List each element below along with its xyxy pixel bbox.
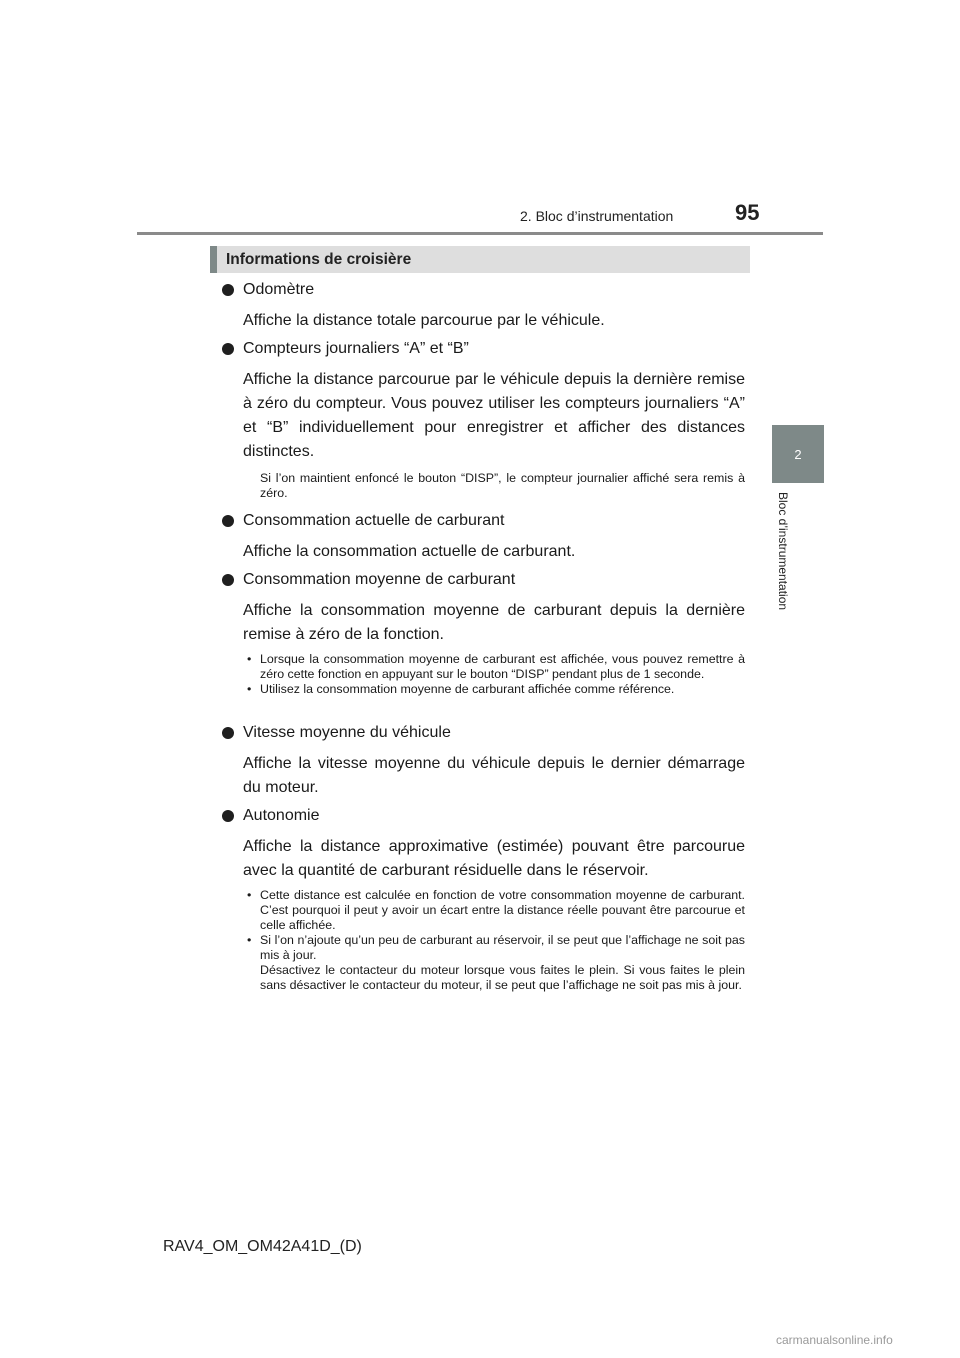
page-number: 95 [735,200,760,225]
bullet-dot-icon [222,515,234,527]
item-note [246,933,745,993]
chapter-title: 2. Bloc d’instrumentation [520,208,674,224]
item-note-continuation: Désactivez le contacteur du moteur lorsque vous faites le plein. Si vous faites le plein sans désactiver le contacteur du moteur, il se peut que l’affichage ne soit pas mis à jour. [260,963,745,992]
side-tab [772,425,824,483]
watermark: carmanualsonline.info [776,1333,893,1347]
bullet-dot-icon [222,810,234,822]
list-item [222,805,745,993]
item-title [222,569,745,591]
item-note: • Utilisez la consommation moyenne de carburant affichée comme référence. [246,682,745,697]
item-title-text: Autonomie [243,807,320,824]
item-title [222,805,745,827]
item-title-text: Compteurs journaliers “A” et “B” [243,340,469,357]
header-rule [137,232,823,235]
item-title-text: Consommation actuelle de carburant [243,512,505,529]
item-notes [246,888,745,993]
item-title [222,722,745,744]
section-header [210,246,750,273]
item-note: • Cette distance est calculée en fonction de votre consommation moyenne de carburant. C’est pourquoi il peut y avoir un écart entre la distance réelle pouvant être parcourue et celle affichée. [246,888,745,933]
item-title-text: Consommation moyenne de carburant [243,571,516,588]
item-note-text: Si l’on n’ajoute qu’un peu de carburant au réservoir, il se peut que l’affichage ne soit pas mis à jour. [260,933,745,962]
item-title-text: Vitesse moyenne du véhicule [243,724,451,741]
item-desc: Affiche la distance parcourue par le véhicule depuis la dernière remise à zéro du compteur. Vous pouvez utiliser les compteurs journaliers “A” et “B” individuellement pour enregistrer et afficher des distances distinctes. [243,371,745,460]
item-desc: Affiche la consommation moyenne de carburant depuis la dernière remise à zéro de la fonction. [243,602,745,643]
bullet-dot-icon [222,727,234,739]
item-title-text: Odomètre [243,281,315,298]
list-item [222,279,745,333]
item-note: Si l’on maintient enfoncé le bouton “DISP”, le compteur journalier affiché sera remis à zéro. [260,471,745,500]
item-title [222,279,745,301]
item-desc: Affiche la consommation actuelle de carburant. [243,543,576,560]
item-desc: Affiche la distance approximative (estimée) pouvant être parcourue avec la quantité de carburant résiduelle dans le réservoir. [243,838,745,879]
bullet-dot-icon [222,284,234,296]
item-title [222,338,745,360]
bullet-dot-icon [222,343,234,355]
content [222,279,745,1009]
footer-code: RAV4_OM_OM42A41D_(D) [163,1238,362,1255]
list-item [222,338,745,501]
item-desc: Affiche la vitesse moyenne du véhicule depuis le dernier démarrage du moteur. [243,755,745,796]
side-tab-number: 2 [794,446,802,462]
list-item [222,722,745,800]
item-notes [246,652,745,697]
item-note: • Lorsque la consommation moyenne de carburant est affichée, vous pouvez remettre à zéro cette fonction en appuyant sur le bouton “DISP” pendant plus de 1 seconde. [246,652,745,682]
item-title [222,510,745,532]
side-tab-label: Bloc d’instrumentation [776,492,790,611]
section-title: Informations de croisière [226,250,412,268]
item-desc: Affiche la distance totale parcourue par le véhicule. [243,312,605,329]
bullet-dot-icon [222,574,234,586]
list-item [222,569,745,697]
section-bar [210,246,217,273]
list-item [222,510,745,564]
